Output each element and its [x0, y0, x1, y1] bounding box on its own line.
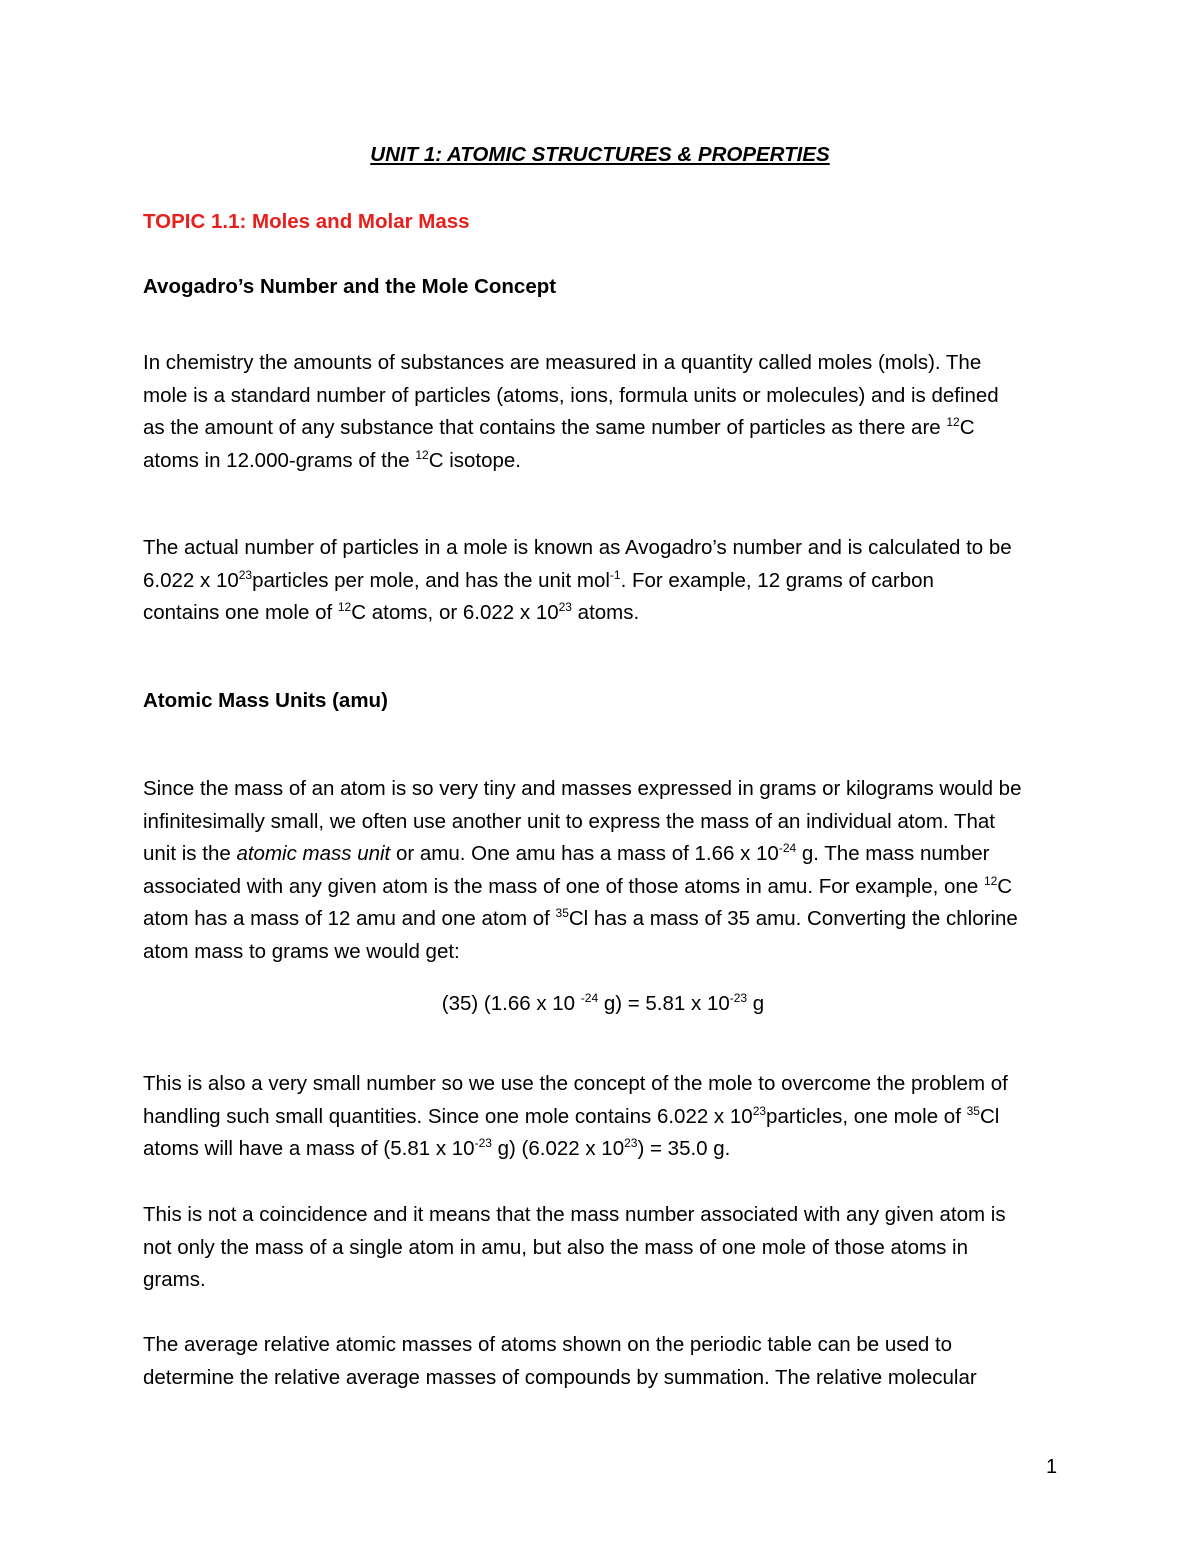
unit-title: UNIT 1: ATOMIC STRUCTURES & PROPERTIES: [370, 143, 830, 166]
paragraph-mole-concept: This is also a very small number so we use the concept of the mole to overcome the problem of handling such small quantities. Since one mole contains 6.022 x $10^{23}particles$, one mole of $^{35}$Cl atoms will have a mass of (5.81 x $10^{-23}$ g) (6.022 x $10^{23}) = 35.0$ g.: [143, 1072, 1008, 1160]
section-heading-avogadro: Avogadro’s Number and the Mole Concept: [143, 275, 557, 298]
page-number: 1: [1046, 1456, 1058, 1478]
topic-heading: TOPIC 1.1: Moles and Molar Mass: [143, 210, 470, 233]
paragraph-relative-masses: The average relative atomic masses of atoms shown on the periodic table can be used to determine the relative average masses of compounds by summation. The relative molecular: [143, 1333, 977, 1389]
paragraph-mole-definition: In chemistry the amounts of substances are measured in a quantity called moles (mols). The mole is a standard number of particles (atoms, ions, formula units or molecules) and is defined as the amount of any substance that contains the same number of particles as there are $^{12}$C atoms in 12.000-grams of the $^{12}$C isotope.: [143, 351, 999, 472]
paragraph-atomic-mass-unit: Since the mass of an atom is so very tiny and masses expressed in grams or kilograms would be infinitesimally small, we often use another unit to express the mass of an individual atom. That unit is the atomic mass unit or amu. One amu has a mass of 1.66 x $10^{-24}$ g. The mass number associated with any given atom is the mass of one of those atoms in amu. For example, one $^{12}$C atom has a mass of 12 amu and one atom of $^{35}$Cl has a mass of 35 amu. Converting the chlorine atom mass to grams we would get:: [143, 777, 1022, 963]
section-heading-amu: Atomic Mass Units (amu): [143, 689, 388, 712]
equation-chlorine-mass: (35) (1.66 x 10 $^{-24}$ g) = 5.81 x $10^{-23}$ g: [441, 991, 765, 1015]
paragraph-not-coincidence: This is not a coincidence and it means that the mass number associated with any given atom is not only the mass of a single atom in amu, but also the mass of one mole of those atoms in grams.: [143, 1203, 1006, 1291]
paragraph-avogadro-number: The actual number of particles in a mole is known as Avogadro’s number and is calculated to be 6.022 x $10^{23}particles$ per mole, and has the unit mol$^{-1}$. For example, 12 grams of carbon contains one mole of $^{12}$C atoms, or 6.022 x $10^{23}$ atoms.: [143, 536, 1012, 624]
